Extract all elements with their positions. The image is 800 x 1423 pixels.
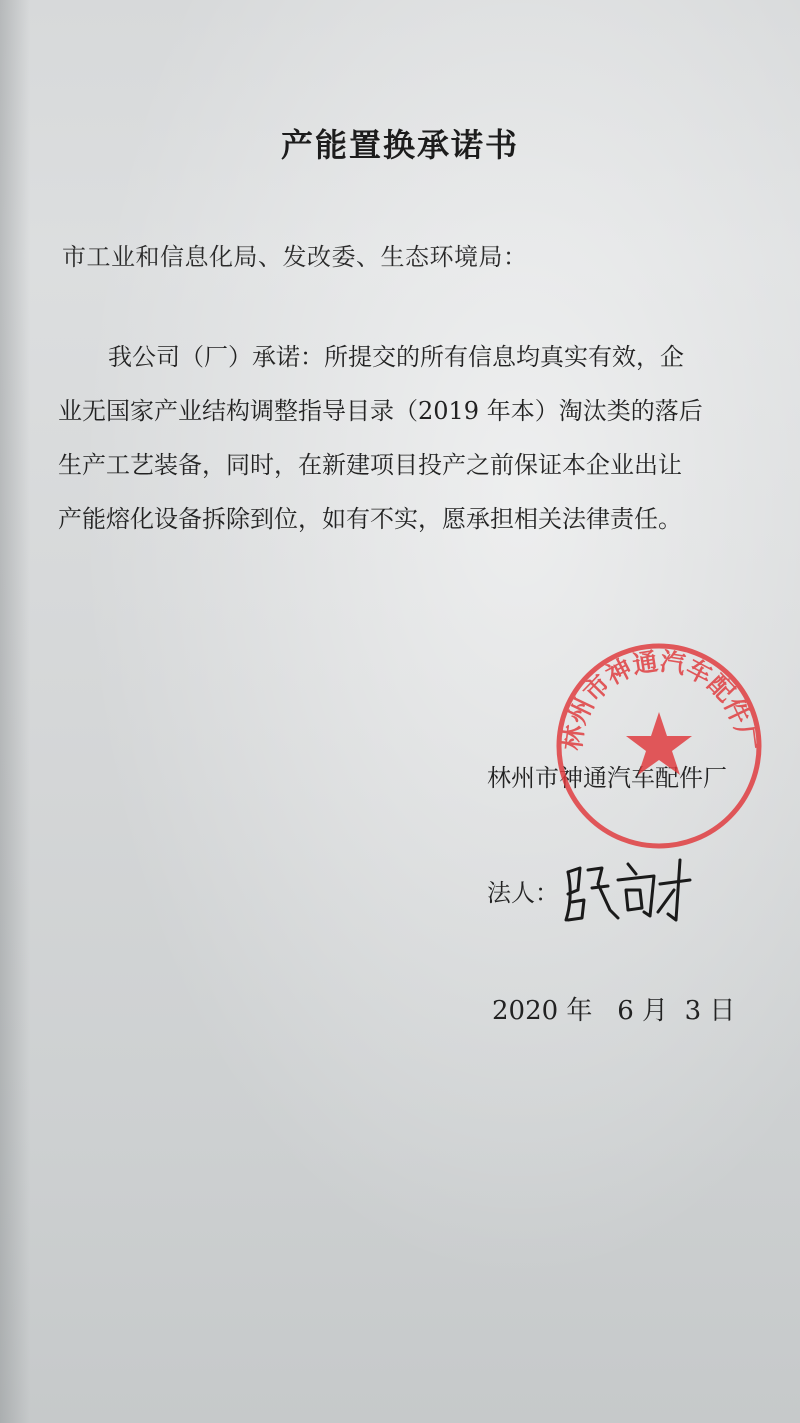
body-line: 我公司（厂）承诺：所提交的所有信息均真实有效，企	[108, 343, 684, 371]
body-line: 产能熔化设备拆除到位，如有不实，愿承担相关法律责任。	[58, 505, 682, 533]
body-line: 业无国家产业结构调整指导目录（2019 年本）淘汰类的落后	[58, 397, 703, 425]
handwritten-signature-icon	[558, 850, 698, 930]
company-name: 林州市神通汽车配件厂	[487, 764, 727, 792]
svg-text:林州市神通汽车配件厂: 林州市神通汽车配件厂	[557, 646, 761, 752]
company-seal-icon	[553, 640, 765, 852]
document-title: 产能置换承诺书	[280, 126, 519, 164]
commitment-body	[58, 330, 778, 546]
body-line: 生产工艺装备，同时，在新建项目投产之前保证本企业出让	[58, 451, 682, 479]
document-date: 2020 年 6 月 3 日	[492, 996, 736, 1026]
addressee-line: 市工业和信息化局、发改委、生态环境局：	[62, 243, 528, 271]
legal-representative-label: 法人：	[487, 879, 559, 907]
